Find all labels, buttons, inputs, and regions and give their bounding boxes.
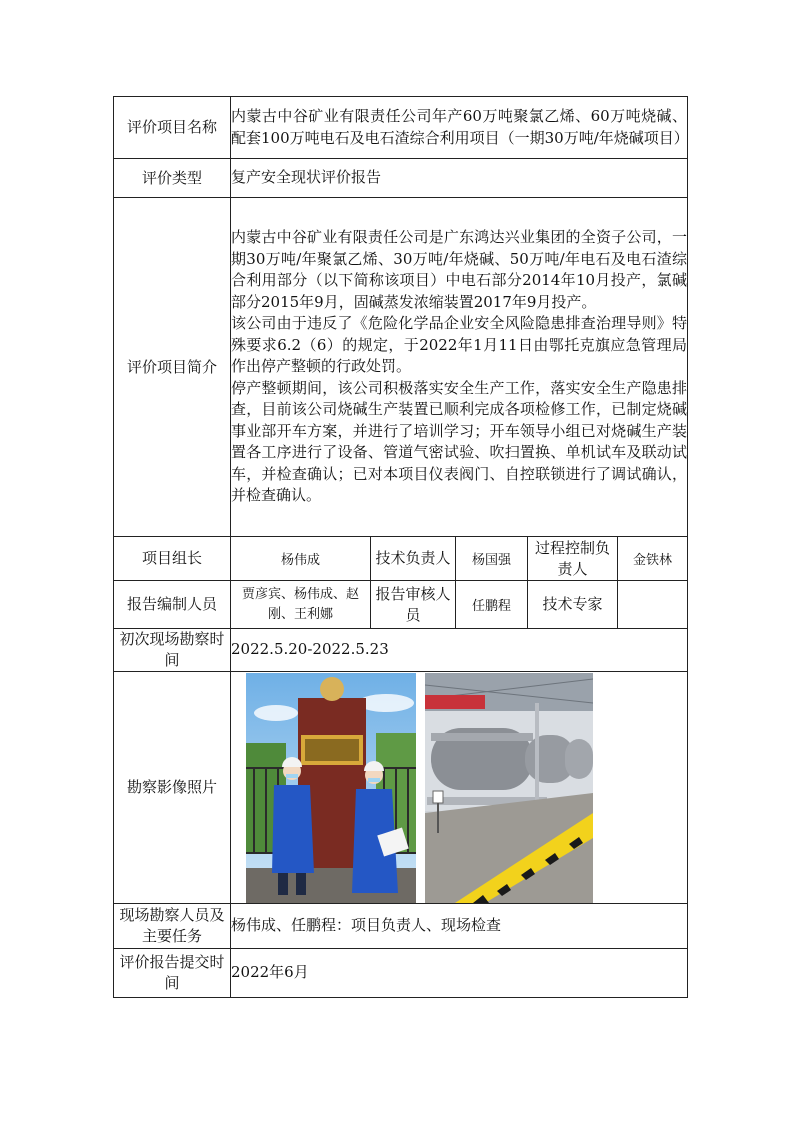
project-name-value: 内蒙古中谷矿业有限责任公司年产60万吨聚氯乙烯、60万吨烧碱、配套100万吨电石及电石渣综合利用项目（一期30万吨/年烧碱项目） [231,97,688,159]
expert-label: 技术专家 [528,581,618,629]
evaluation-info-table [113,96,688,998]
tech-lead-label: 技术负责人 [371,537,456,581]
expert-value [618,581,688,629]
row-submit-time [114,949,688,998]
summary-paragraph: 内蒙古中谷矿业有限责任公司是广东鸿达兴业集团的全资子公司，一期30万吨/年聚氯乙烯、30万吨/年烧碱、50万吨/年电石及电石渣综合利用部分（以下简称该项目）中电石部分2014年10月投产，氯碱部分2015年9月，固碱蒸发浓缩装置2017年9月投产。 [231,228,687,311]
row-survey-staff [114,904,688,949]
process-lead-value: 金铁林 [618,537,688,581]
summary-paragraph: 停产整顿期间，该公司积极落实安全生产工作，落实安全生产隐患排查，目前该公司烧碱生产装置已顺利完成各项检修工作，已制定烧碱事业部开车方案，并进行了培训学习；开车领导小组已对烧碱生产装置各工序进行了设备、管道气密试验、吹扫置换、单机试车及联动试车，并检查确认；已对本项目仪表阀门、自控联锁进行了调试确认，并检查确认。 [231,378,687,505]
staff-members: 贾彦宾、杨伟成、赵刚、王利娜 [231,581,371,629]
submit-time-label: 评价报告提交时间 [114,949,231,998]
tech-lead-value: 杨国强 [456,537,528,581]
summary-label: 评价项目简介 [114,198,231,537]
row-team [114,537,688,581]
row-eval-type [114,159,688,198]
row-staff [114,581,688,629]
survey-staff-value: 杨伟成、任鹏程：项目负责人、现场检查 [231,904,688,949]
row-photos [114,672,688,904]
review-label: 报告审核人员 [371,581,456,629]
photos-cell [231,672,688,904]
site-photo-inspectors [246,673,416,903]
reviewer-value: 任鹏程 [456,581,528,629]
summary-value [231,198,688,537]
eval-type-value: 复产安全现状评价报告 [231,159,688,198]
photos-label: 勘察影像照片 [114,672,231,904]
row-survey-time [114,629,688,672]
survey-time-label: 初次现场勘察时间 [114,629,231,672]
row-summary [114,198,688,537]
row-project-name [114,97,688,159]
site-photo-tanks [425,673,593,903]
summary-paragraph: 该公司由于违反了《危险化学品企业安全风险隐患排查治理导则》特殊要求6.2（6）的规定，于2022年1月11日由鄂托克旗应急管理局作出停产整顿的行政处罚。 [231,314,687,376]
process-lead-label: 过程控制负责人 [528,537,618,581]
project-name-label: 评价项目名称 [114,97,231,159]
survey-staff-label: 现场勘察人员及主要任务 [114,904,231,949]
staff-label: 报告编制人员 [114,581,231,629]
submit-time-value: 2022年6月 [231,949,688,998]
survey-time-value: 2022.5.20-2022.5.23 [231,629,688,672]
eval-type-label: 评价类型 [114,159,231,198]
leader-value: 杨伟成 [231,537,371,581]
leader-label: 项目组长 [114,537,231,581]
